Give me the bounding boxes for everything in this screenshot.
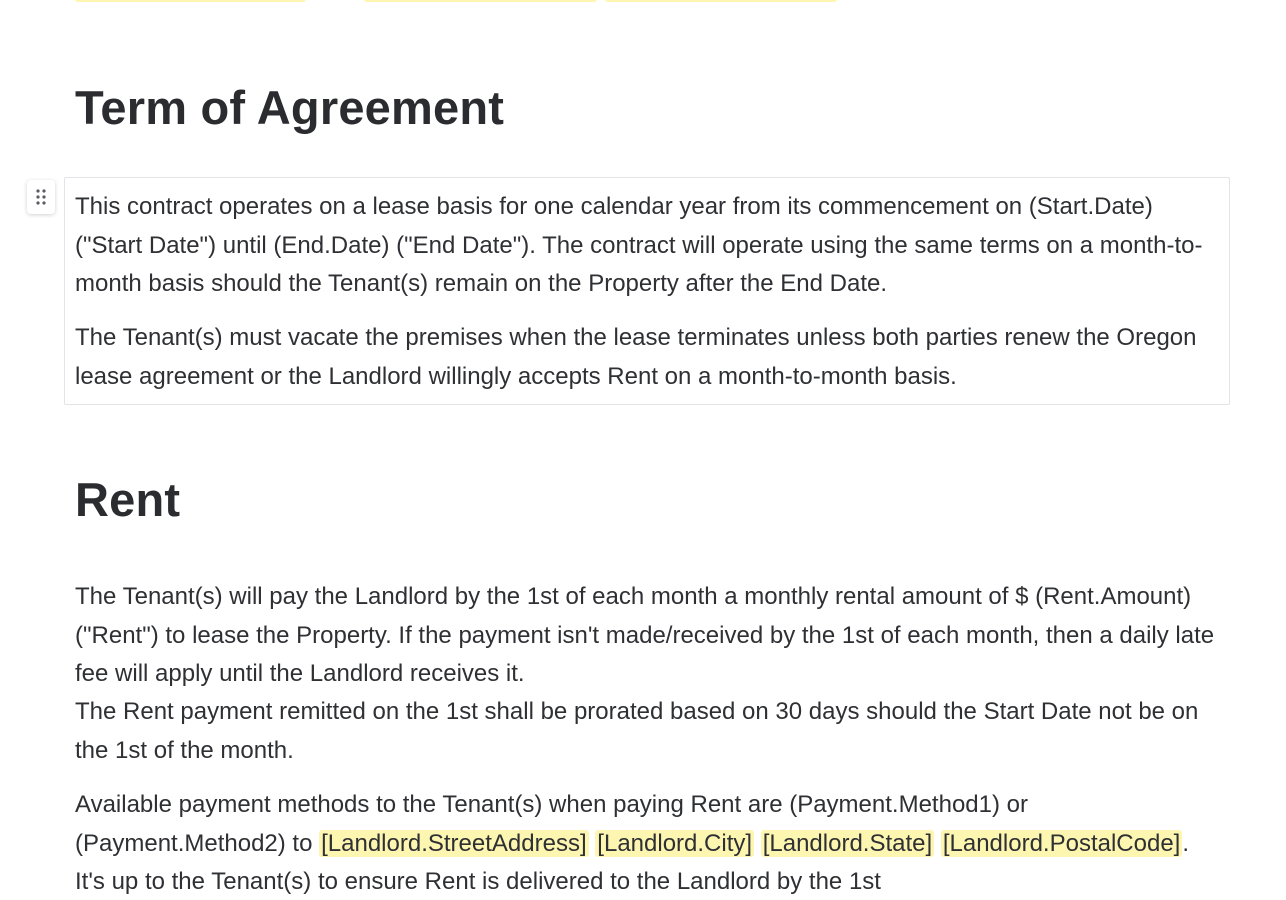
payment-methods-text: Available payment methods to the Tenant(s) when paying Rent are (Payment.Method1) or (Payment.Method2) to: [75, 791, 1028, 857]
rent-paragraph-3[interactable]: [75, 786, 1215, 900]
section-heading-term: Term of Agreement: [75, 81, 505, 134]
rent-paragraph-1[interactable]: The Tenant(s) will pay the Landlord by the 1st of each month a monthly rental amount of $ (Rent.Amount) ("Rent") to lease the Property. If the payment isn't made/received by the 1st of each month, then a daily late fee will apply until the Landlord receives it.: [75, 583, 1215, 687]
section-heading-rent: Rent: [75, 473, 181, 526]
field-landlord-postal-code[interactable]: [Landlord.PostalCode]: [942, 829, 1181, 857]
field-landlord-street-address[interactable]: [Landlord.StreetAddress]: [321, 829, 587, 857]
drag-handle-icon: [36, 189, 46, 205]
highlighted-field[interactable]: [605, 0, 837, 2]
rent-delivery-text: . It's up to the Tenant(s) to ensure Rent is delivered to the Landlord by the 1st: [75, 829, 1190, 895]
field-landlord-state[interactable]: [Landlord.State]: [762, 829, 933, 857]
rent-paragraph-2[interactable]: The Rent payment remitted on the 1st shall be prorated based on 30 days should the Start Date not be on the 1st of the month.: [75, 698, 1199, 764]
term-paragraph-1[interactable]: This contract operates on a lease basis for one calendar year from its commencement on (Start.Date) ("Start Date") until (End.Date) ("End Date"). The contract will operate using the same terms on a month-to-month basis should the Tenant(s) remain on the Property after the End Date.: [75, 193, 1203, 297]
previous-line-fields: [0, 0, 1286, 4]
highlighted-field[interactable]: [75, 0, 306, 2]
highlighted-field[interactable]: [364, 0, 597, 2]
field-landlord-city[interactable]: [Landlord.City]: [597, 829, 753, 857]
term-paragraph-2[interactable]: The Tenant(s) must vacate the premises when the lease terminates unless both parties renew the Oregon lease agreement or the Landlord willingly accepts Rent on a month-to-month basis.: [75, 324, 1197, 390]
drag-handle-button[interactable]: [27, 180, 55, 214]
